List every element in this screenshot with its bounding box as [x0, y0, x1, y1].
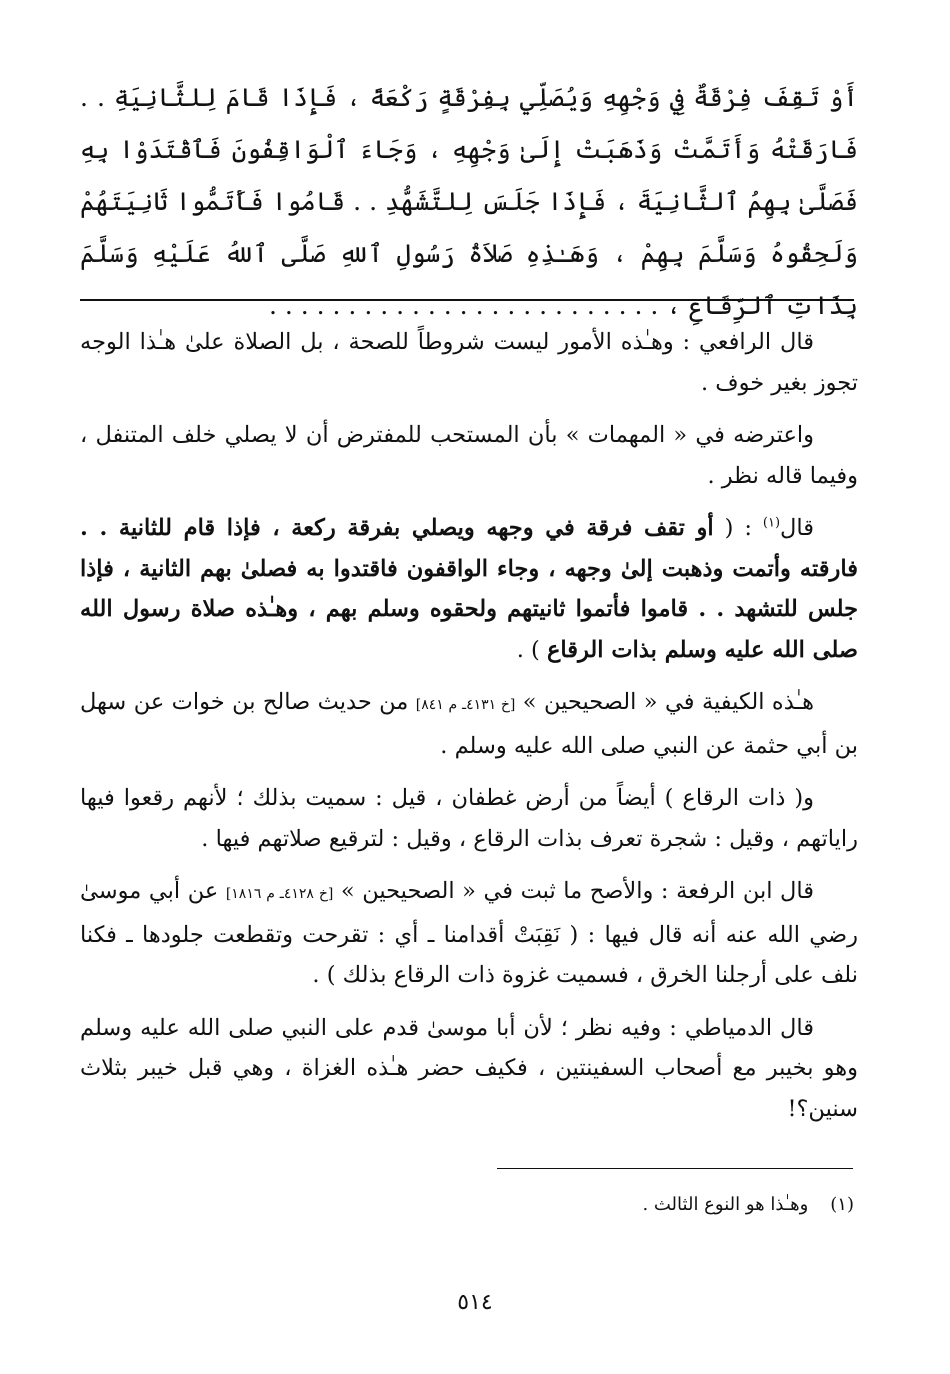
footnote-text: وهـٰذا هو النوع الثالث . — [642, 1194, 809, 1215]
paragraph-rafii: قال الرافعي : وهـٰذه الأمور ليست شروطاً للصحة ، بل الصلاة علىٰ هـٰذا الوجه تجوز بغير خوف . — [80, 329, 858, 396]
footnote — [354, 1190, 854, 1220]
paragraph-muhimmat: واعترضه في « المهمات » بأن المستحب للمفترض أن لا يصلي خلف المتنفل ، وفيما قاله نظر . — [80, 422, 858, 489]
page-number: ٥١٤ — [457, 1290, 493, 1315]
footnote-number: (١) — [830, 1194, 854, 1215]
quote-colon: : ( — [713, 515, 763, 541]
paragraph-sahihayn — [80, 682, 858, 766]
matn-dots: . . . . . . . . . . . . . . . . . . . . . . . . . — [268, 291, 659, 320]
paragraph-dimyati: قال الدمياطي : وفيه نظر ؛ لأن أبا موسىٰ قدم على النبي صلى الله عليه وسلم وهو بخيبر مع أصحاب السفينتين ، فكيف حضر هـٰذه الغزاة ، وهي قبل خيبر بثلاث سنين؟! — [80, 1014, 858, 1122]
paragraph-dhat-riqa: و( ذات الرقاع ) أيضاً من أرض غطفان ، قيل : سميت بذلك ؛ لأنهم رقعوا فيها راياتهم ، وقيل : شجرة تعرف بذات الرقاع ، وقيل : لترقيع صلاتهم فيها . — [80, 785, 858, 852]
separator-rule — [80, 299, 854, 301]
hadith-reference-2: [خ ٤١٢٨ـ م ١٨١٦] — [225, 886, 334, 902]
quote-end: ) . — [516, 636, 547, 663]
quote-bold-text: أو تقف فرقة في وجهه ويصلي بفرقة ركعة ، فإذا قام للثانية . . فارقته وأتمت وذهبت إلىٰ وجهه ، وجاء الواقفون فاقتدوا به فصلىٰ بهم الثانية ، فإذا جلس للتشهد . . قاموا فأتموا ثانيتهم ولحقوه وسلم بهم ، وهـٰذه صلاة رسول الله صلى الله عليه وسلم بذات الرقاع — [80, 515, 858, 663]
hadith-reference: [خ ٤١٣١ـ م ٨٤١] — [415, 697, 516, 713]
footnote-rule — [497, 1168, 853, 1169]
paragraph-ibn-rifa — [80, 871, 858, 996]
commentary-text — [80, 322, 858, 1141]
ibn-rifa-text-a: قال ابن الرفعة : والأصح ما ثبت في « الصحيحين » — [333, 878, 815, 904]
sahihayn-text-b: من حديث صالح بن خوات عن سهل بن أبي حثمة عن النبي صلى الله عليه وسلم . — [80, 689, 858, 759]
paragraph-quote — [80, 508, 858, 670]
sahihayn-text-a: هـٰذه الكيفية في « الصحيحين » — [515, 689, 814, 715]
footnote-marker[interactable]: (١) — [762, 515, 781, 531]
matn-text — [80, 72, 858, 332]
quote-lead: قال — [780, 515, 814, 541]
matn-body: أَوْ تَقِفَ فِرْقَةٌ فِي وَجْهِهِ وَيُصَلِّي بِفِرْقَةٍ رَكْعَةً ، فَإِذَا قَامَ لِلثَّانِيَةِ . . فَارَقَتْهُ وَأَتَمَّتْ وَذَهَبَتْ إِلَىٰ وَجْهِهِ ، وَجَاءَ ٱلْوَاقِفُونَ فَٱقْتَدَوْا بِهِ فَصَلَّىٰ بِهِمُ ٱلثَّانِيَةَ ، فَإِذَا جَلَسَ لِلتَّشَهُّدِ . . قَامُوا فَأَتَمُّوا ثَانِيَتَهُمْ وَلَحِقُوهُ وَسَلَّمَ بِهِمْ ، وَهَـٰذِهِ صَلاَةُ رَسُولِ ٱللهِ صَلَّى ٱللهُ عَلَيْهِ وَسَلَّمَ بِذَاتِ ٱلرِّقَاعِ ، — [80, 83, 858, 320]
ibn-rifa-text-b: عن أبي موسىٰ رضي الله عنه أنه قال فيها : ( نَقِبَتْ أقدامنا ـ أي : تقرحت وتقطعت جلودها ـ فكنا نلف على أرجلنا الخرق ، فسميت غزوة ذات الرقاع بذلك ) . — [80, 878, 858, 988]
